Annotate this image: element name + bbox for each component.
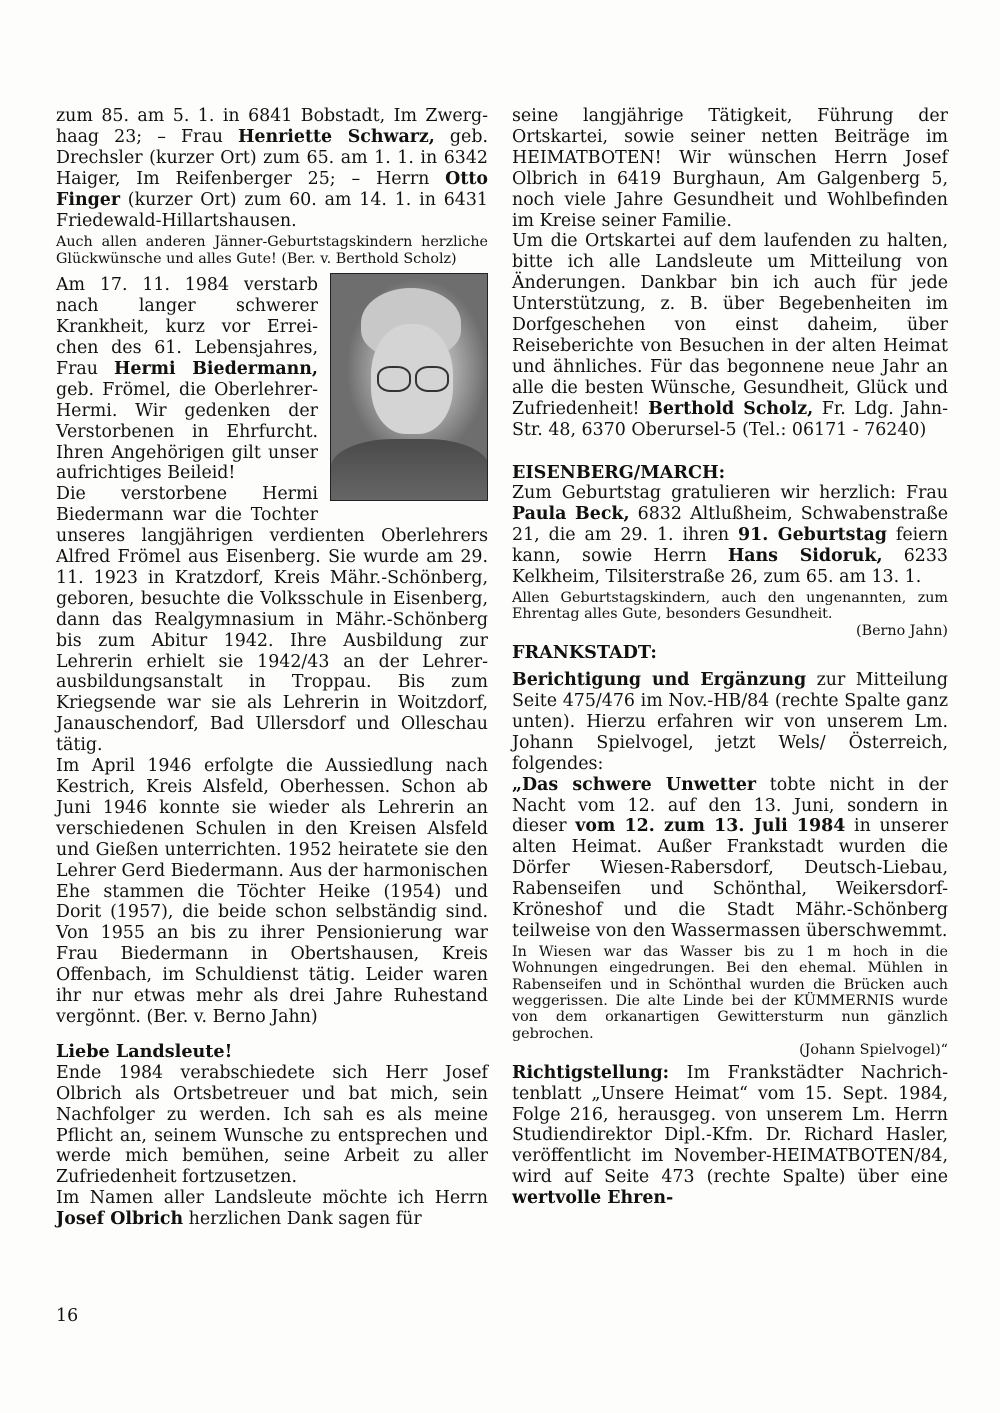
biography-paragraph: Die verstorbene Hermi Biedermann war die Tochter unseres langjährigen verdienten Oberlehrers Alfred Frömel aus Eisenberg. Sie wurde am 29. 11. 1923 in Kratzdorf, Kreis Mähr.-Schönberg, geboren, besuchte die Volksschule in Eisenberg, dann das Realgymnasium in Mähr.-Schönberg bis zum Abitur 1942. Ihre Ausbildung zur Lehrerin erhielt sie 1942/43 an der Lehrerausbildungsanstalt in Troppau. Bis zum Kriegsende war sie als Lehrerin in Woitzdorf, Janauschendorf, Bad Ullersdorf und Olleschau tätig.: [56, 484, 488, 756]
birthday-paragraph: zum 85. am 5. 1. in 6841 Bobstadt, Im Zwerghaag 23; – Frau Henriette Schwarz, geb. Drechsler (kurzer Ort) zum 65. am 1. 1. in 6342 Haiger, Im Reifenberger 25; – Herrn Otto Finger (kurzer Ort) zum 60. am 14. 1. in 6431 Friedewald-Hillartshausen.: [56, 106, 488, 231]
unwetter-paragraph: „Das schwere Unwetter tobte nicht in der Nacht vom 12. auf den 13. Juni, sondern in dieser vom 12. zum 13. Juli 1984 in unserer alten Heimat. Außer Frankstadt wurden die Dörfer Wiesen-Rabersdorf, Deutsch-Liebau, Rabenseifen und Schönthal, Weikersdorf-Kröneshof und die Stadt Mähr.-Schönberg teilweise von den Wassermassen überschwemmt.: [512, 774, 949, 941]
eisenberg-signature: (Berno Jahn): [856, 622, 948, 639]
heading-eisenberg: EISENBERG/MARCH:: [512, 461, 726, 483]
richtigstellung-paragraph: Richtigstellung: Im Frankstädter Nachrichtenblatt „Unsere Heimat“ vom 15. Sept. 1984, Folge 216, herausgeg. von unserem Lm. Herrn Studiendirektor Dipl.-Kfm. Dr. Richard Hasler, veröffentlicht im November-HEIMATBOTEN/84, wird auf Seite 473 (rechte Spalte) über eine wertvolle Ehren-: [512, 1062, 948, 1209]
birthday-wishes-note: Auch allen anderen Jänner-Geburtstagskindern herzliche Glückwünsche und alles Gute! (Ber. v. Berthold Scholz): [56, 234, 488, 267]
page-number: 16: [56, 1306, 79, 1326]
portrait-photo: [330, 273, 488, 501]
continuation-paragraph: seine langjährige Tätigkeit, Führung der Ortskartei, sowie seiner netten Beiträge im HEIMATBOTEN! Wir wünschen Herrn Josef Olbrich in 6419 Burghaun, Am Galgenberg 5, noch viele Jahre Gesundheit und Wohlbefinden im Kreise seiner Familie.: [512, 106, 948, 231]
heading-frankstadt: FRANKSTADT:: [512, 642, 657, 664]
ortskartei-paragraph: Um die Ortskartei auf dem laufenden zu halten, bitte ich alle Landsleute um Mitteilung von Änderungen. Dankbar bin ich auch für jede Unterstützung, z. B. über Begebenheiten im Dorfgeschehen von einst daheim, über Reiseberichte von Besuchen in der alten Heimat und ähnliches. Für das begonnene neue Jahr an alle die besten Wünsche, Gesundheit, Glück und Zufriedenheit! Berthold Scholz, Fr. Ldg. Jahn-Str. 48, 6370 Oberursel-5 (Tel.: 06171 - 76240): [512, 231, 948, 440]
heading-liebe-landsleute: Liebe Landsleute!: [56, 1040, 233, 1062]
thanks-paragraph: Im Namen aller Landsleute möchte ich Herrn Josef Olbrich herzlichen Dank sagen für: [56, 1188, 488, 1230]
left-column: [56, 106, 488, 1230]
right-column: [512, 106, 948, 1209]
eisenberg-wishes-note: Allen Geburtstagskindern, auch den ungenannten, zum Ehrentag alles Gute, besonders Gesundheit.: [512, 589, 948, 623]
spielvogel-signature: (Johann Spielvogel)“: [799, 1042, 948, 1059]
berichtigung-paragraph: Berichtigung und Ergänzung zur Mitteilung Seite 475/476 im Nov.-HB/84 (rechte Spalte ganz unten). Hierzu erfahren wir von unserem Lm. Johann Spielvogel, jetzt Wels/ Österreich, folgendes:: [512, 670, 948, 774]
eisenberg-birthday-paragraph: Zum Geburtstag gratulieren wir herzlich: Frau Paula Beck, 6832 Altlußheim, Schwabenstraße 21, die am 29. 1. ihren 91. Geburtstag feiern kann, sowie Herrn Hans Sidoruk, 6233 Kelkheim, Tilsiterstraße 26, zum 65. am 13. 1.: [512, 483, 948, 588]
farewell-paragraph: Ende 1984 verabschiedete sich Herr Josef Olbrich als Ortsbetreuer und bat mich, sein Nachfolger zu werden. Ich sah es als meine Pflicht an, seinem Wunsche zu entsprechen und werde mich bemühen, seine Arbeit zu aller Zufriedenheit fortzusetzen.: [56, 1062, 488, 1188]
biography-paragraph-2: Im April 1946 erfolgte die Aussiedlung nach Kestrich, Kreis Alsfeld, Oberhessen. Schon ab Juni 1946 konnte sie wieder als Lehrerin an verschiedenen Schulen in den Kreisen Alsfeld und Gießen unterrichten. 1952 heiratete sie den Lehrer Gerd Biedermann. Aus der harmonischen Ehe stammen die Töchter Heike (1954) und Dorit (1957), die beide schon selbständig sind. Von 1955 an bis zu ihrer Pensionierung war Frau Biedermann in Obertshausen, Kreis Offenbach, im Schuldienst tätig. Leider waren ihr nur etwas mehr als drei Jahre Ruhestand vergönnt. (Ber. v. Berno Jahn): [56, 756, 488, 1027]
obituary-paragraph: Am 17. 11. 1984 verstarb nach langer schwerer Krankheit, kurz vor Erreichen des 61. Lebensjahres, Frau Hermi Biedermann, geb. Frömel, die Oberlehrer-Hermi. Wir gedenken der Verstorbenen in Ehrfurcht. Ihren Angehörigen gilt unser aufrichtiges Beileid!: [56, 275, 318, 484]
wiesen-note: In Wiesen war das Wasser bis zu 1 m hoch in die Wohnungen eingedrungen. Bei den ehemal. Mühlen in Rabenseifen und in Schönthal wurden die Brücken auch weggerissen. Die alte Linde bei der KÜMMERNIS wurde von dem orkanartigen Gewittersturm nun gänzlich gebrochen.: [512, 943, 948, 1042]
